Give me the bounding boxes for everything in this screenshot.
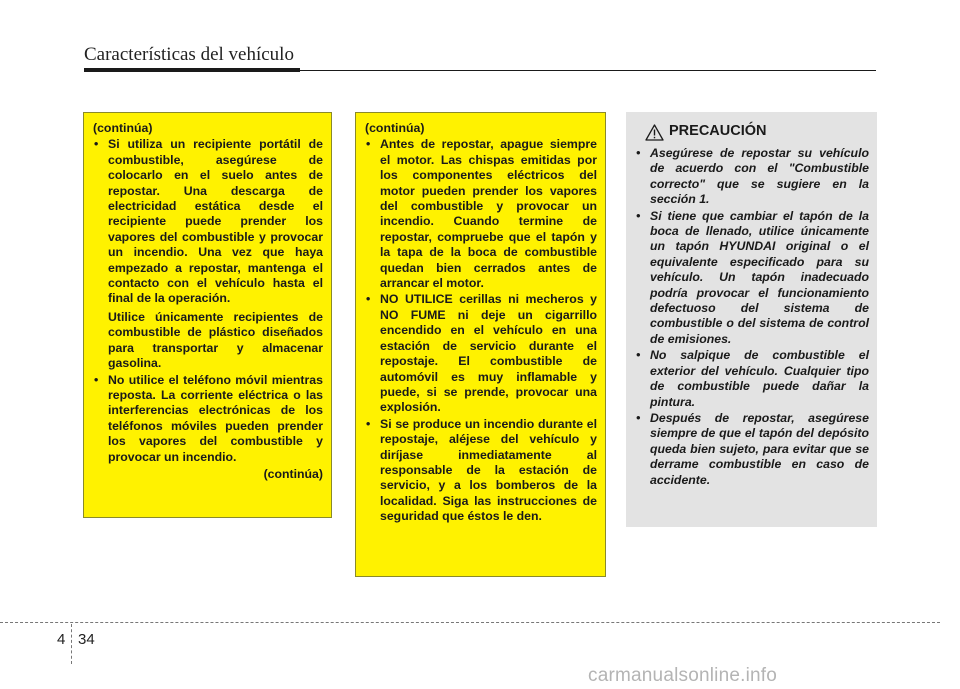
continued-label-top: (continúa)	[365, 121, 425, 135]
continued-label-top: (continúa)	[93, 121, 153, 135]
header-rule-thin	[300, 70, 876, 71]
warning-triangle-icon	[645, 124, 664, 141]
item-paragraph: • NO UTILICE cerillas ni mecheros y NO FUME ni deje un cigarrillo encendido en el vehículo en una estación de servicio durante el repostaje. El combustible de automóvil es muy inflamable y puede, si se prende, provocar una explosión.	[380, 292, 597, 415]
continued-label-bottom: (continúa)	[263, 466, 323, 481]
list-item	[365, 292, 597, 415]
watermark: carmanualsonline.info	[588, 665, 778, 686]
item-paragraph: • Asegúrese de repostar su vehículo de acuerdo con el "Combustible correcto" que se sugiere en la sección 1.	[650, 146, 869, 207]
caution-box	[626, 112, 877, 527]
footer-rule	[0, 622, 940, 623]
list-item	[93, 373, 323, 465]
item-paragraph: • Si se produce un incendio durante el repostaje, aléjese del vehículo y diríjase inmediatamente al responsable de la estación de servicio, y a los bomberos de la localidad. Siga las instrucciones de seguridad que éstos le den.	[380, 416, 597, 524]
chapter-number: 4	[57, 631, 66, 648]
list-item	[635, 146, 869, 208]
warning-box-continued-2	[355, 112, 606, 577]
header-rule-thick	[84, 68, 300, 72]
warning-box-continued-1	[83, 112, 332, 518]
item-paragraph: • Si utiliza un recipiente portátil de combustible, asegúrese de colocarlo en el suelo antes de repostar. Una descarga de electricidad estática desde el recipiente puede prender los vapores del combustible y provocar un incendio. Una vez que haya empezado a repostar, mantenga el contacto con el vehículo hasta el final de la operación.	[108, 137, 323, 306]
section-title: Características del vehículo	[84, 44, 294, 65]
warning-list	[93, 137, 323, 465]
item-paragraph: • No salpique de combustible el exterior del vehículo. Cualquier tipo de combustible puede dañar la pintura.	[650, 348, 869, 409]
caution-heading	[645, 121, 869, 143]
caution-heading-text: PRECAUCIÓN	[669, 123, 767, 140]
item-paragraph: • Antes de repostar, apague siempre el motor. Las chispas emitidas por los componentes eléctricos del motor pueden prender los vapores del combustible y provocar un incendio. Cuando termine de repostar, compruebe que el tapón y la tapa de la boca de combustible quedan bien cerrados antes de arrancar el motor.	[380, 137, 597, 291]
caution-list	[635, 146, 869, 488]
page-number: 34	[78, 631, 95, 648]
list-item	[365, 417, 597, 525]
list-item	[635, 348, 869, 410]
warning-list	[365, 137, 597, 524]
item-paragraph: Utilice únicamente recipientes de combustible de plástico diseñados para transportar y almacenar gasolina.	[108, 309, 323, 371]
list-item	[635, 411, 869, 488]
item-paragraph: • Si tiene que cambiar el tapón de la boca de llenado, utilice únicamente un tapón HYUNDAI original o el equivalente especificado para su vehículo. Un tapón inadecuado podría provocar el funcionamiento defectuoso del sistema de combustible o del sistema de control de emisiones.	[650, 208, 869, 346]
list-item	[93, 137, 323, 371]
list-item	[635, 209, 869, 348]
item-paragraph: • No utilice el teléfono móvil mientras reposta. La corriente eléctrica o las interferencias electrónicas de los teléfonos móviles pueden prender los vapores del combustible y provocar un incendio.	[108, 372, 323, 464]
item-paragraph: • Después de repostar, asegúrese siempre de que el tapón del depósito queda bien sujeto, para evitar que se derrame combustible en caso de accidente.	[650, 410, 869, 487]
footer-divider	[71, 624, 72, 664]
list-item	[365, 137, 597, 291]
